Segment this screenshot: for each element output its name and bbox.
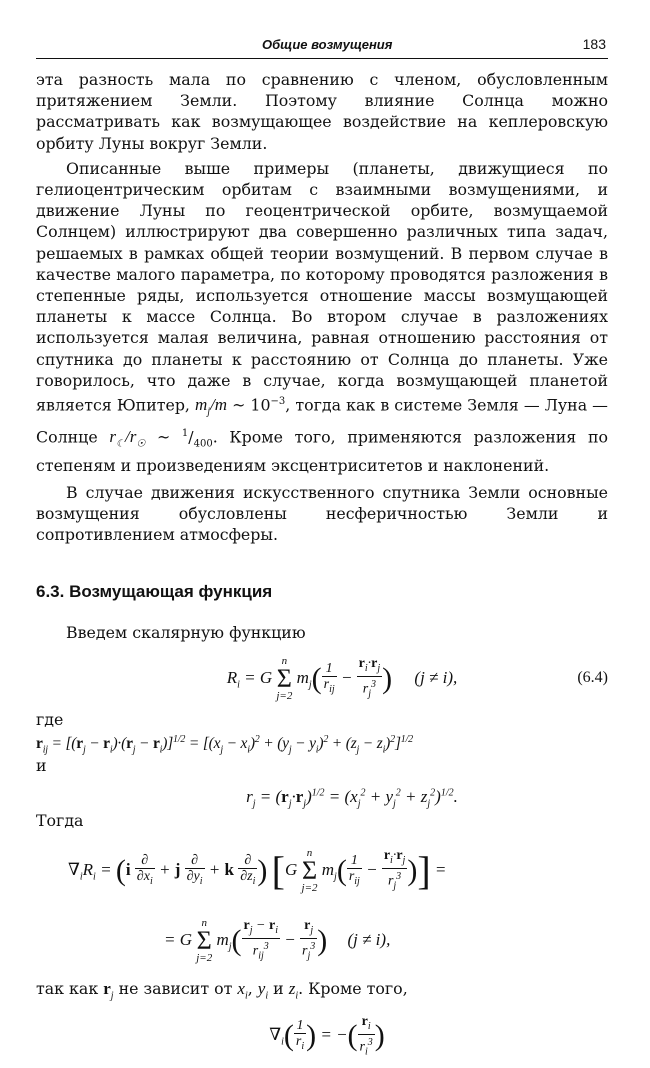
paragraph-2: Описанные выше примеры (планеты, движущиеся по гелиоцентрическим орбитам с взаимными возмущениями, и движение Луны по геоцентрической орбите, возмущаемой Солнцем) иллюстрируют два совершенно различных типа задач, решаемых в рамках общей теории возмущений. В первом случае в качестве малого параметра, по которому проводятся разложения в степенные ряды, используется отношение массы возмущающей планеты к массе Солнца. Во втором случае в разложениях используется малая величина, равная отношению расстояния от спутника до планеты к расстоянию от Солнца до планеты. Уже говорилось, что даже в случае, когда возмущающей планетой является Юпитер, $m_j/m$ ~ $10^{-3}$, тогда как в системе Земля — Луна — Солнце $r_☾/r_☉$ ~ $^1/_{400}$. Кроме того, применяются разложения по степеням и произведениям эксцентриситетов и наклонений. [36, 158, 608, 475]
running-title: Общие возмущения [262, 37, 393, 52]
paragraph-2-part-c: . Кроме того, применяются разложения по степеням и произведениям эксцентриситетов и наклонений. [36, 427, 608, 475]
since-mid: не зависит от [118, 978, 233, 998]
paragraph-2-part-b: , тогда как в системе Земля — Луна — Солнце [36, 395, 608, 447]
inline-zi: $z_i$ [288, 978, 299, 1002]
inline-distance-ratio: $r_☾/r_☉$ [109, 427, 146, 450]
equation-rij: $r_{ij} = [(r_j - r_i)\cdot(r_j - r_i)]^{1/2} = [(x_j - x_i)^2 + (y_j - y_i)^2 + (z_j - z_i)^2]^{1/2}$ [36, 733, 413, 756]
since-suffix: . Кроме того, [298, 978, 408, 998]
equation-gradient-result: = G n Σ j=2 $m_j$( $\frac{r_j - r_i}{r_{ij}^3}$ − $\frac{r_j}{r_j^3}$ ) (j ≠ i), [164, 916, 391, 964]
page-header [36, 30, 608, 59]
equation-gradient: $\nabla_iR_i = (i$ $\frac{\partial}{\partial x_i}$ + j $\frac{\partial}{\partial y_i}$ + k $\frac{\partial}{\partial z_i}$ ) [G n Σ j=2 $m_j$( $\frac{1}{r_{ij}}$ − $\frac{r_i\cdot r_j}{r_j^3}$ )] = [68, 846, 447, 894]
since-sentence [36, 978, 608, 1007]
word-and: и [36, 756, 47, 776]
since-comma: , [247, 978, 253, 998]
inline-mass-ratio: $m_j/m$ [195, 395, 228, 418]
inline-xi: $x_i$ [237, 978, 248, 1002]
equation-nabla-inverse: $\nabla_i$( $\frac{1}{r_i}$ ) = −( $\frac{r_i}{r_i^3}$ ) [269, 1013, 385, 1057]
word-then: Тогда [36, 811, 84, 831]
equation-rj: $r_j = (r_j\cdot r_j)^{1/2} = (x_j^2 + y_j^2 + z_j^2)^{1/2}$. [246, 787, 458, 810]
section-heading: 6.3. Возмущающая функция [36, 581, 273, 601]
intro-sentence: Введем скалярную функцию [66, 622, 306, 642]
inline-yi: $y_i$ [257, 978, 269, 1002]
since-and: и [273, 978, 284, 998]
equation-number: (6.4) [577, 668, 608, 686]
word-where: где [36, 709, 64, 729]
inline-rj: $r_j$ [103, 978, 114, 1002]
paragraph-3: В случае движения искусственного спутника Земли основные возмущения обусловлены несферичностью Земли и сопротивлением атмосферы. [36, 482, 608, 545]
paragraph-2-part-a: Описанные выше примеры (планеты, движущиеся по гелиоцентрическим орбитам с взаимными возмущениями, и движение Луны по геоцентрической орбите, возмущаемой Солнцем) иллюстрируют два совершенно различных типа задач, решаемых в рамках общей теории возмущений. В первом случае в качестве малого параметра, по которому проводятся разложения в степенные ряды, используется отношение массы возмущающей планеты к массе Солнца. Во втором случае в разложениях используется малая величина, равная отношению расстояния от спутника до планеты к расстоянию от Солнца до планеты. Уже говорилось, что даже в случае, когда возмущающей планетой является Юпитер, [36, 158, 608, 415]
page-number: 183 [582, 36, 606, 52]
sum-symbol-2: n Σ j=2 [301, 846, 318, 894]
equation-6-4: $R_i = G$ n Σ j=2 $m_j$( $\frac{1}{r_{ij}}$ − $\frac{r_i\cdot r_j}{r_j^3}$ ) (j ≠ i), (6.4) [36, 649, 608, 707]
sum-symbol-3: n Σ j=2 [196, 916, 213, 964]
book-page [36, 30, 608, 1060]
sum-symbol: n Σ j=2 [276, 654, 293, 702]
paragraph-1: эта разность мала по сравнению с членом, обусловленным притяжением Земли. Поэтому влияние Солнца можно рассматривать как возмущающее воздействие на кеплеровскую орбиту Луны вокруг Земли. [36, 70, 608, 153]
since-prefix: так как [36, 978, 99, 998]
